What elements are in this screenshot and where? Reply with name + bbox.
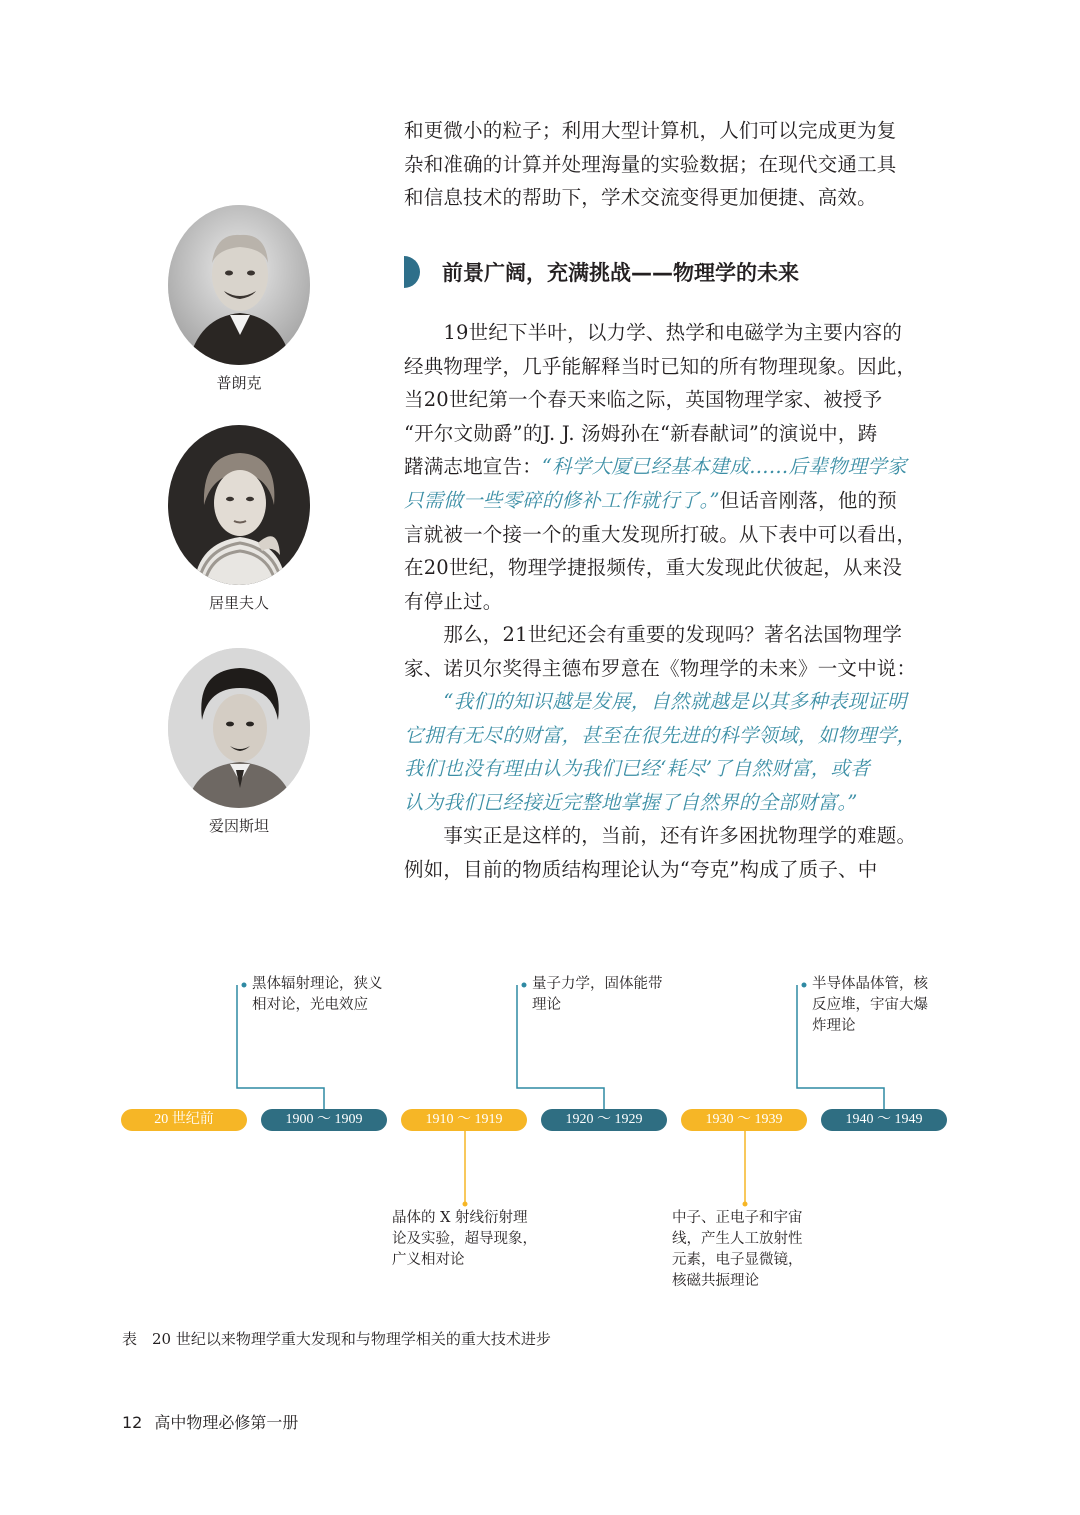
note-line: 理论 [532,997,561,1013]
curie-photo-icon [168,425,310,585]
note-line: 相对论，光电效应 [252,997,368,1013]
text-line: 在20世纪，物理学捷报频传，重大发现此伏彼起，从来没 [404,556,903,580]
text-line: 例如，目前的物质结构理论认为“夸克”构成了质子、中 [404,857,878,881]
kelvin-quote: 只需做一些零碎的修补工作就行了。” [404,488,720,512]
top-paragraph [404,114,948,215]
text-line: 那么，21世纪还会有重要的发现吗？著名法国物理学 [404,623,903,646]
note-line: 线，产生人工放射性 [672,1231,803,1247]
period-1940s: 1940 ～ 1949 [821,1109,947,1131]
note-line: 广义相对论 [392,1252,465,1268]
note-1940s [812,974,928,1037]
heading-marker-icon [404,256,420,288]
text-line [404,484,948,518]
note-1900s [252,974,383,1016]
text-line: 19世纪下半叶，以力学、热学和电磁学为主要内容的 [404,321,903,344]
text-line: 有停止过。 [404,589,503,613]
note-line: 半导体晶体管，核 [812,976,928,992]
note-1910s [392,1208,537,1271]
text-line [404,450,948,484]
text-line: 事实正是这样的，当前，还有许多困扰物理学的难题。 [404,824,917,847]
text-line: 和更微小的粒子；利用大型计算机，人们可以完成更为复 [404,119,897,142]
text-line: 杂和准确的计算并处理海量的实验数据；在现代交通工具 [404,152,897,176]
planck-photo-icon [168,205,310,365]
note-line: 元素，电子显微镜， [672,1252,803,1268]
note-line: 炸理论 [812,1018,856,1034]
planck-caption: 普朗克 [216,374,262,392]
text-line: 认为我们已经接近完整地掌握了自然界的全部财富。” [404,790,858,814]
text-segment: 躇满志地宣告： [404,455,542,479]
period-1900s: 1900 ～ 1909 [261,1109,387,1131]
note-line: 核磁共振理论 [672,1273,759,1289]
text-line: “开尔文勋爵”的J. J. 汤姆孙在“新春献词”的演说中，踌 [404,421,878,445]
paragraph-1 [404,316,948,618]
einstein-portrait [168,648,310,808]
text-line: 和信息技术的帮助下，学术交流变得更加便捷、高效。 [404,186,877,210]
text-line: 家、诺贝尔奖得主德布罗意在《物理学的未来》一文中说： [404,656,917,680]
text-line: 我们也没有理由认为我们已经‘耗尽’了自然财富，或者 [404,757,870,781]
text-line: 它拥有无尽的财富，甚至在很先进的科学领域，如物理学， [404,723,917,747]
note-1930s [672,1208,803,1292]
paragraph-2 [404,618,948,685]
einstein-caption: 爱因斯坦 [208,817,269,835]
note-line: 量子力学，固体能带 [532,976,663,992]
period-1910s: 1910 ～ 1919 [401,1109,527,1131]
note-line: 黑体辐射理论，狭义 [252,976,383,992]
text-line: 当20世纪第一个春天来临之际，英国物理学家、被授予 [404,388,883,412]
paragraph-3 [404,819,948,886]
de-broglie-quote [404,685,948,819]
book-title: 高中物理必修第一册 [154,1413,299,1432]
table-caption: 表 20 世纪以来物理学重大发现和与物理学相关的重大技术进步 [122,1330,551,1348]
note-line: 反应堆，宇宙大爆 [812,997,928,1013]
text-line: 言就被一个接一个的重大发现所打破。从下表中可以看出， [404,522,917,546]
note-1920s [532,974,663,1016]
page-number: 12 [122,1413,143,1432]
text-segment: 但话音刚落，他的预 [719,488,897,512]
note-line: 论及实验，超导现象， [392,1231,537,1247]
note-line: 晶体的 X 射线衍射理 [392,1210,528,1226]
curie-caption: 居里夫人 [208,594,269,612]
period-pre-20th: 20 世纪前 [121,1109,247,1131]
curie-portrait [168,425,310,585]
text-line: “我们的知识越是发展，自然就越是以其多种表现证明 [404,690,907,713]
text-line: 经典物理学，几乎能解释当时已知的所有物理现象。因此， [404,354,917,378]
period-1920s: 1920 ～ 1929 [541,1109,667,1131]
planck-portrait [168,205,310,365]
einstein-photo-icon [168,648,310,808]
note-line: 中子、正电子和宇宙 [672,1210,803,1226]
section-heading [404,255,799,289]
kelvin-quote: “科学大厦已经基本建成……后辈物理学家 [541,455,907,479]
heading-text: 前景广阔，充满挑战——物理学的未来 [442,261,799,285]
page-footer [122,1410,298,1433]
period-1930s: 1930 ～ 1939 [681,1109,807,1131]
